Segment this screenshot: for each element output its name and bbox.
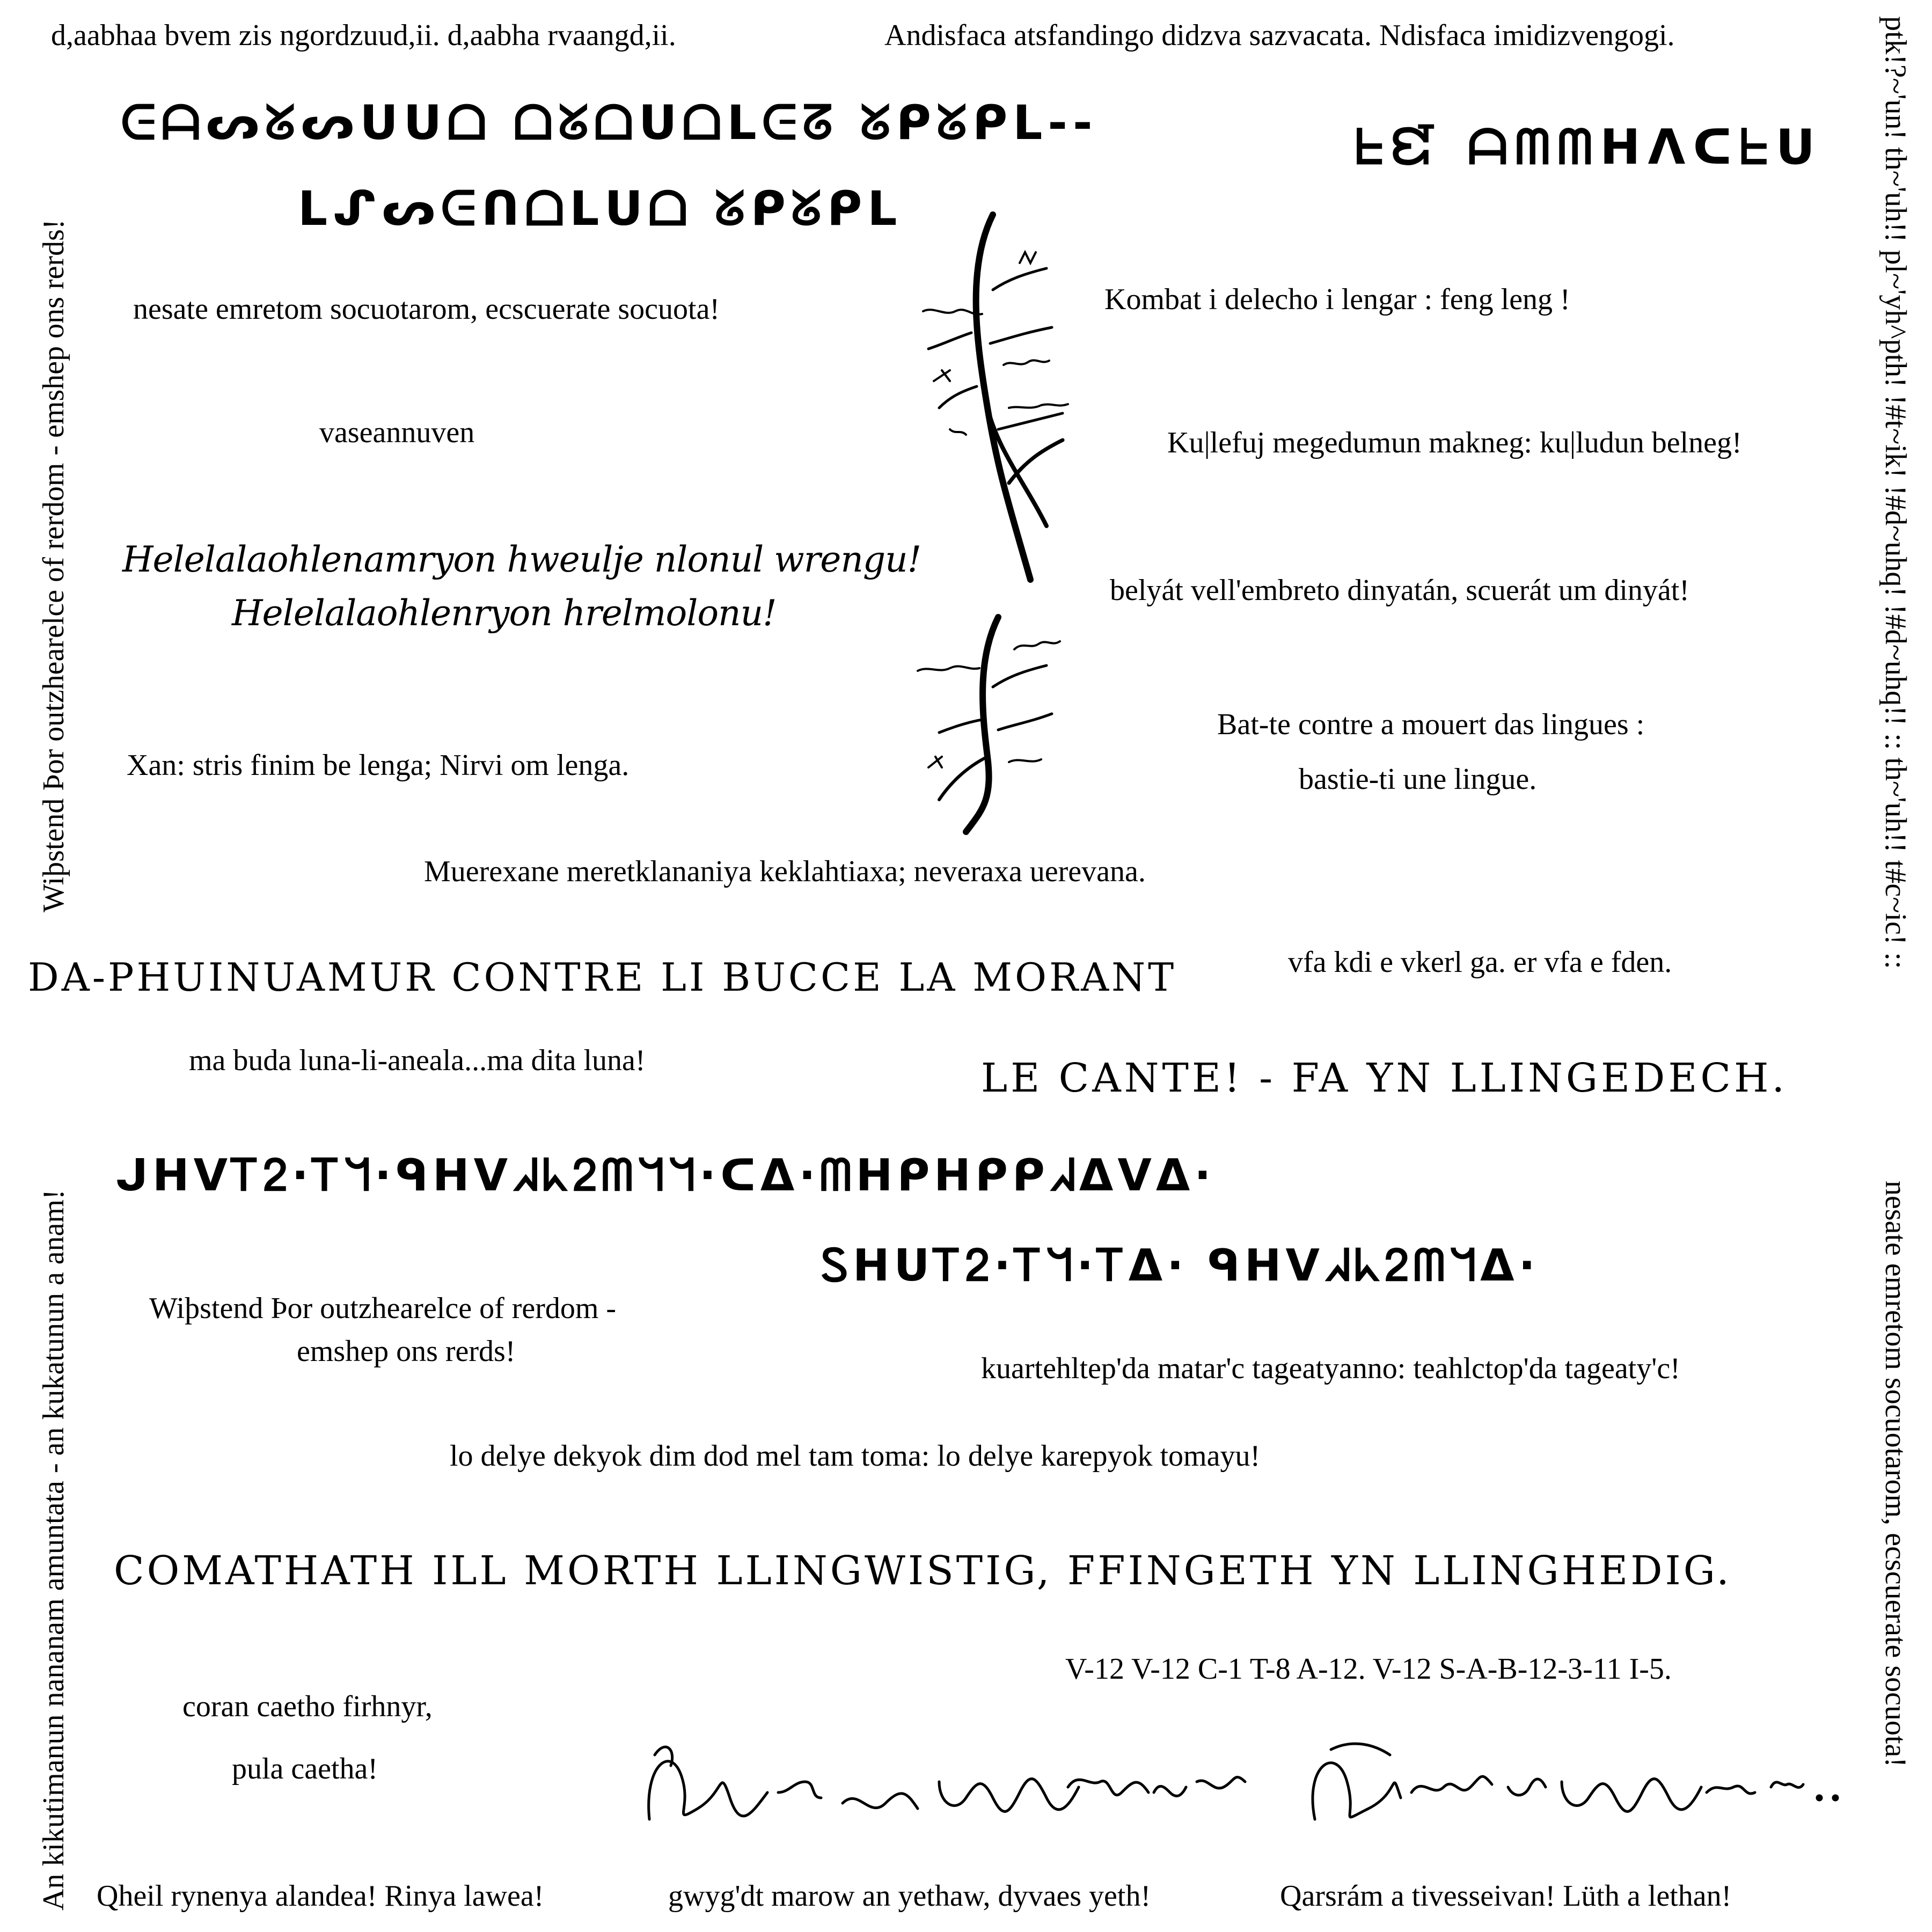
phrase-4: Kombat i delecho i lengar : feng leng ! <box>1104 283 1570 316</box>
phrase-16-line-2: emshep ons rerds! <box>297 1335 516 1368</box>
phrase-11: Muerexane meretklananiya keklahtiaxa; neveraxa uerevana. <box>424 855 1146 888</box>
phrase-6: Ku|lefuj megedumun makneg: ku|ludun belneg! <box>1167 426 1742 459</box>
phrase-9-line-2: bastie-ti une lingue. <box>1299 763 1537 796</box>
phrase-12: DA-PHUINUAMUR CONTRE LI BUCCE LA MORANT <box>28 955 1177 1000</box>
conscript-block-3-line-1: ᒍᕼᐯᎢᒿ·Ꭲᖻ·ᑫᕼᐯᖽᖾᒿᗰᖻᖻ·ᑕᐃ·ᗰᕼᑭᕼᑭᑭᖽᐃᐯᐃ· <box>115 1150 1216 1201</box>
conscript-block-1-line-2: ᒪᔑᔕᕮᑎᗝᒪᑌᗝ ᘜᑭᘜᑭᒪ <box>298 181 903 236</box>
phrase-3: nesate emretom socuotarom, ecscuerate socuota! <box>133 292 720 326</box>
phrase-21-line-2: pula caetha! <box>232 1752 378 1785</box>
phrase-23: gwyg'dt marow an yethaw, dyvaes yeth! <box>668 1879 1151 1913</box>
vertical-left-bottom: An kikutimanun nananam amuntata - an kukatunun a anam! <box>37 1189 70 1911</box>
cursive-script-line <box>639 1733 1851 1846</box>
conscript-block-1-line-1: ᕮᗩᔕᘜᔕᑌᑌᗝ ᗝᘜᗝᑌᗝᒪᕮᘔ ᘜᑭᘜᑭᒪ-- <box>121 95 1098 150</box>
phrase-7-line-2: Helelalaohlenryon hrelmolonu! <box>232 592 777 634</box>
phrase-17: kuartehltep'da matar'c tageatyanno: teahlctop'da tageaty'c! <box>981 1352 1680 1385</box>
phrase-18: lo delye dekyok dim dod mel tam toma: lo delye karepyok tomayu! <box>450 1439 1261 1473</box>
phrase-2: Andisfaca atsfandingo didzva sazvacata. Ndisfaca imidizvengogi. <box>884 19 1675 52</box>
phrase-21-line-1: coran caetho firhnyr, <box>182 1690 433 1723</box>
phrase-15: LE CANTE! - FA YN LLINGEDECH. <box>981 1055 1788 1101</box>
conscript-block-3-line-2: ᏚᕼᑌᎢᒿ·Ꭲᖻ·Ꭲᐃ· ᑫᕼᐯᖽᖾᒿᗰᖻᐃ· <box>821 1240 1540 1291</box>
fern-glyph-lower <box>891 606 1095 843</box>
conscript-block-2: ᖶᘿ ᗩᗰᗰᕼᐱᑕᖶᑌ <box>1355 119 1823 175</box>
phrase-14: ma buda luna-li-aneala...ma dita luna! <box>189 1044 646 1077</box>
phrase-24: Qarsrám a tivesseivan! Lüth a lethan! <box>1280 1879 1732 1913</box>
phrase-9-line-1: Bat-te contre a mouert das lingues : <box>1217 708 1645 741</box>
phrase-10: Xan: stris finim be lenga; Nirvi om lenga. <box>127 749 630 782</box>
phrase-19: COMATHATH ILL MORTH LLINGWISTIG, FFINGETH YN LLINGHEDIG. <box>114 1548 1732 1594</box>
phrase-13: vfa kdi e vkerl ga. er vfa e fden. <box>1288 946 1672 979</box>
phrase-7-line-1: Helelalaohlenamryon hweulje nlonul wrengu! <box>122 539 921 580</box>
vertical-right-bottom: nesate emretom socuotarom, ecscuerate socuota! <box>1879 1181 1912 1768</box>
phrase-8: belyát vell'embreto dinyatán, scuerát um dinyát! <box>1110 574 1689 607</box>
phrase-16-line-1: Wiþstend Þor outzhearelce of rerdom - <box>149 1292 617 1325</box>
phrase-5: vaseannuven <box>319 416 475 449</box>
phrase-1: d,aabhaa bvem zis ngordzuud,ii. d,aabha rvaangd,ii. <box>51 19 676 52</box>
fern-glyph-upper <box>885 204 1127 590</box>
phrase-22: Qheil rynenya alandea! Rinya lawea! <box>97 1879 544 1913</box>
phrase-20: V-12 V-12 C-1 T-8 A-12. V-12 S-A-B-12-3-11 I-5. <box>1065 1652 1672 1686</box>
vertical-left-top: Wiþstend Þor outzhearelce of rerdom - emshep ons rerds! <box>37 219 70 912</box>
vertical-right-top: ptk!?~'un! th~'uh!! pl~'yh^pth! !#t~ik! !#d~uhq! !#d~uhq!! :: th~'uh!! t#c~ic! :: <box>1879 16 1912 969</box>
